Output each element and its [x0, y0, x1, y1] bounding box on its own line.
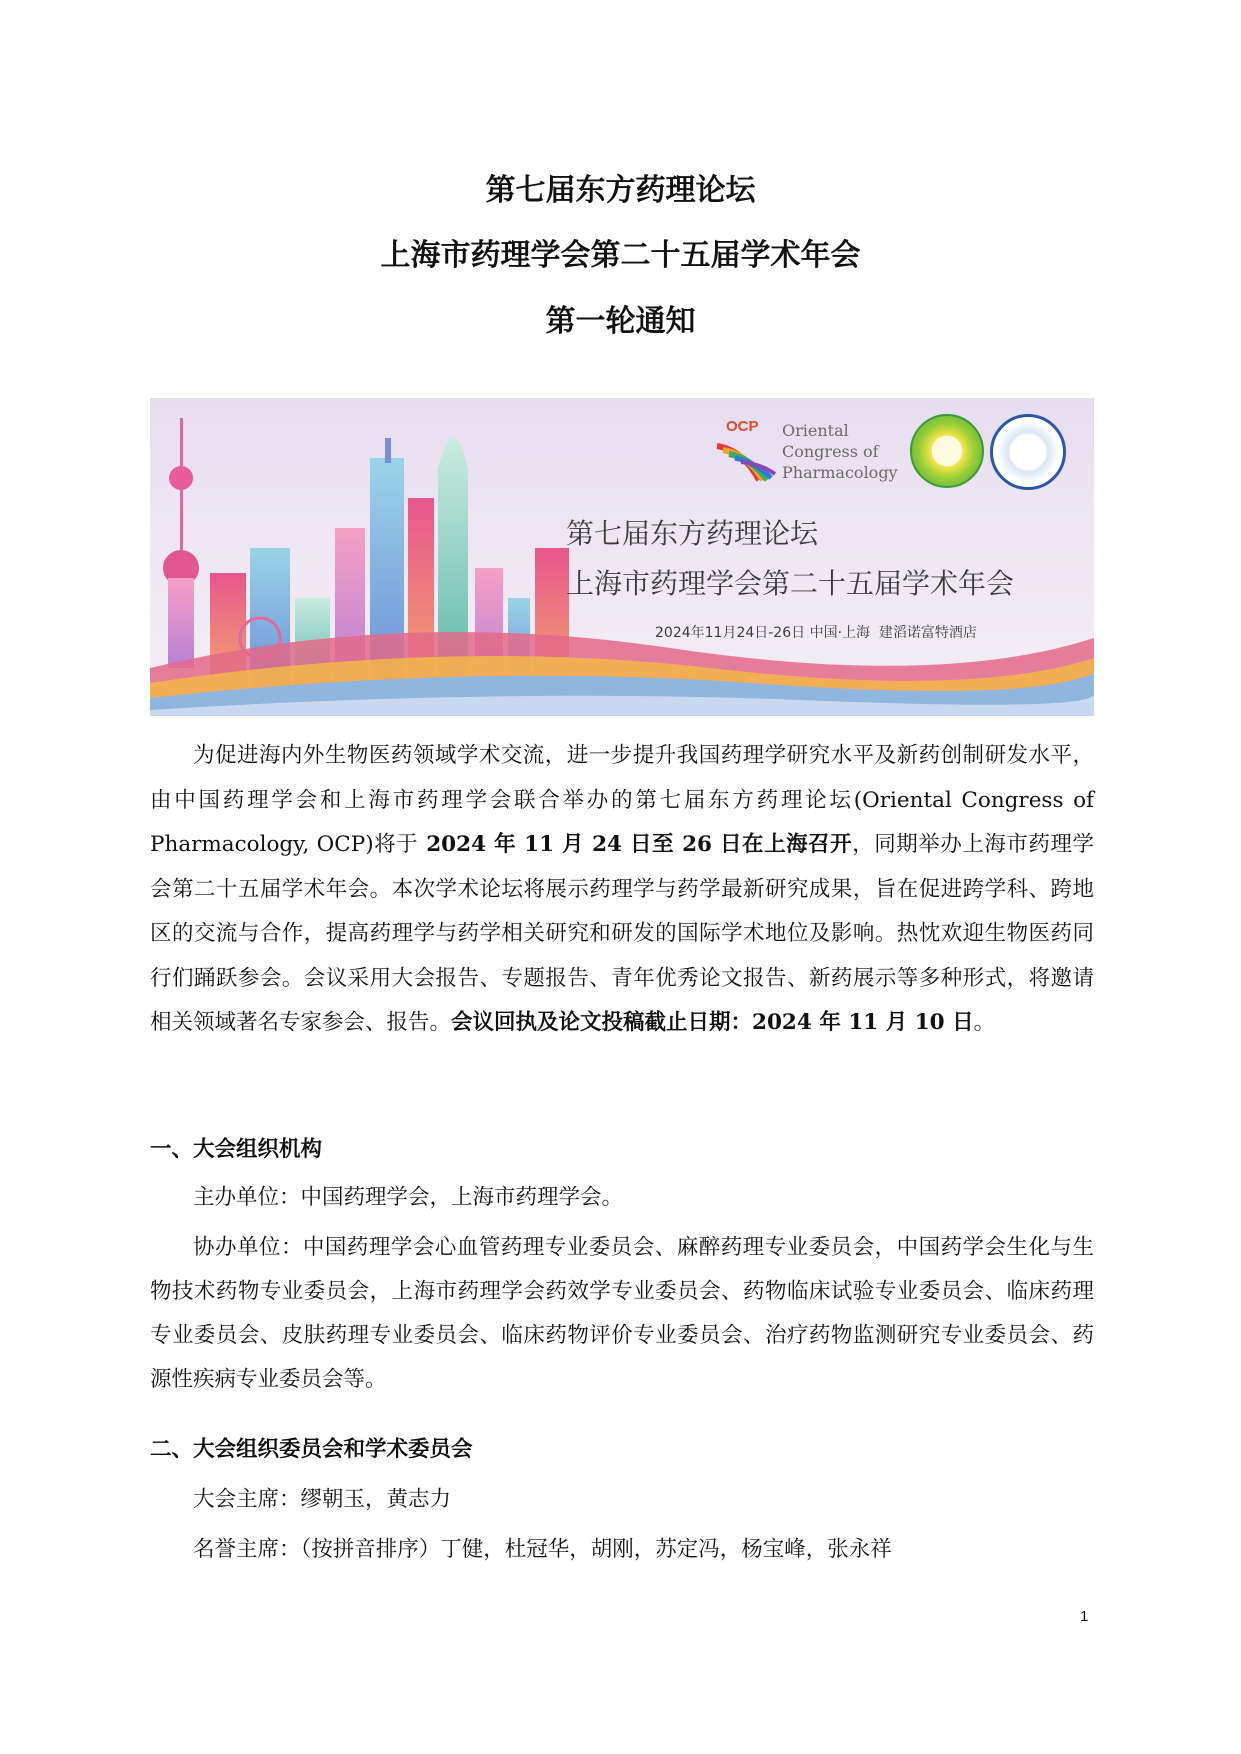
- section1-heading: 一、大会组织机构: [150, 1137, 323, 1162]
- intro-text-1: 为促进海内外生物医药领域学术交流，进一步提升我国药理学研究水平及新药创制研发水平，由中国药理学会和上海市药理学会联合举办的第七届东方药理论坛(Oriental Congress of Pharmacology, OCP)将于: [150, 743, 1094, 857]
- intro-end: 。: [973, 1010, 996, 1035]
- page-number: 1: [1080, 1608, 1089, 1625]
- intro-text-2: ，同期举办上海市药理学会第二十五届学术年会。本次学术论坛将展示药理学与药学最新研究成果，旨在促进跨学科、跨地区的交流与合作，提高药理学与药学相关研究和研发的国际学术地位及影响。热忱欢迎生物医药同行们踊跃参会。会议采用大会报告、专题报告、青年优秀论文报告、新药展示等多种形式，将邀请相关领域著名专家参会、报告。: [150, 832, 1094, 1035]
- ocp-abbreviation: OCP: [726, 418, 759, 435]
- doc-title-line2: 上海市药理学会第二十五届学术年会: [380, 238, 861, 273]
- section2-heading: 二、大会组织委员会和学术委员会: [150, 1437, 473, 1462]
- conference-banner: [150, 398, 1094, 716]
- honorary-chair-line: 名誉主席：（按拼音排序）丁健，杜冠华，胡刚，苏定冯，杨宝峰，张永祥: [193, 1537, 892, 1562]
- co-host-paragraph: 协办单位：中国药理学会心血管药理专业委员会、麻醉药理专业委员会，中国药学会生化与生物技术药物专业委员会，上海市药理学会药效学专业委员会、药物临床试验专业委员会、临床药理专业委员会、皮肤药理专业委员会、临床药物评价专业委员会、治疗药物监测研究专业委员会、药源性疾病专业委员会等。: [150, 1235, 1094, 1392]
- intro-date-location: 2024 年 11 月 24 日至 26 日在上海召开: [418, 832, 853, 857]
- banner-date-venue: 2024年11月24日-26日 中国·上海 建滔诺富特酒店: [655, 625, 977, 641]
- doc-title-line3: 第一轮通知: [545, 304, 696, 339]
- shanghai-society-seal-icon: [990, 414, 1066, 490]
- chair-line: 大会主席：缪朝玉，黄志力: [193, 1487, 452, 1512]
- banner-title-line1: 第七届东方药理论坛: [566, 517, 819, 550]
- intro-paragraph: [150, 734, 1094, 1046]
- host-line: 主办单位：中国药理学会，上海市药理学会。: [193, 1185, 624, 1210]
- ocp-full-name: Oriental Congress of Pharmacology: [782, 421, 898, 482]
- banner-title-line2: 上海市药理学会第二十五届学术年会: [566, 567, 1015, 600]
- intro-deadline: 会议回执及论文投稿截止日期：2024 年 11 月 10 日: [451, 1010, 974, 1035]
- doc-title-line1: 第七届东方药理论坛: [485, 173, 756, 208]
- pharmacology-society-seal-icon: [910, 414, 984, 488]
